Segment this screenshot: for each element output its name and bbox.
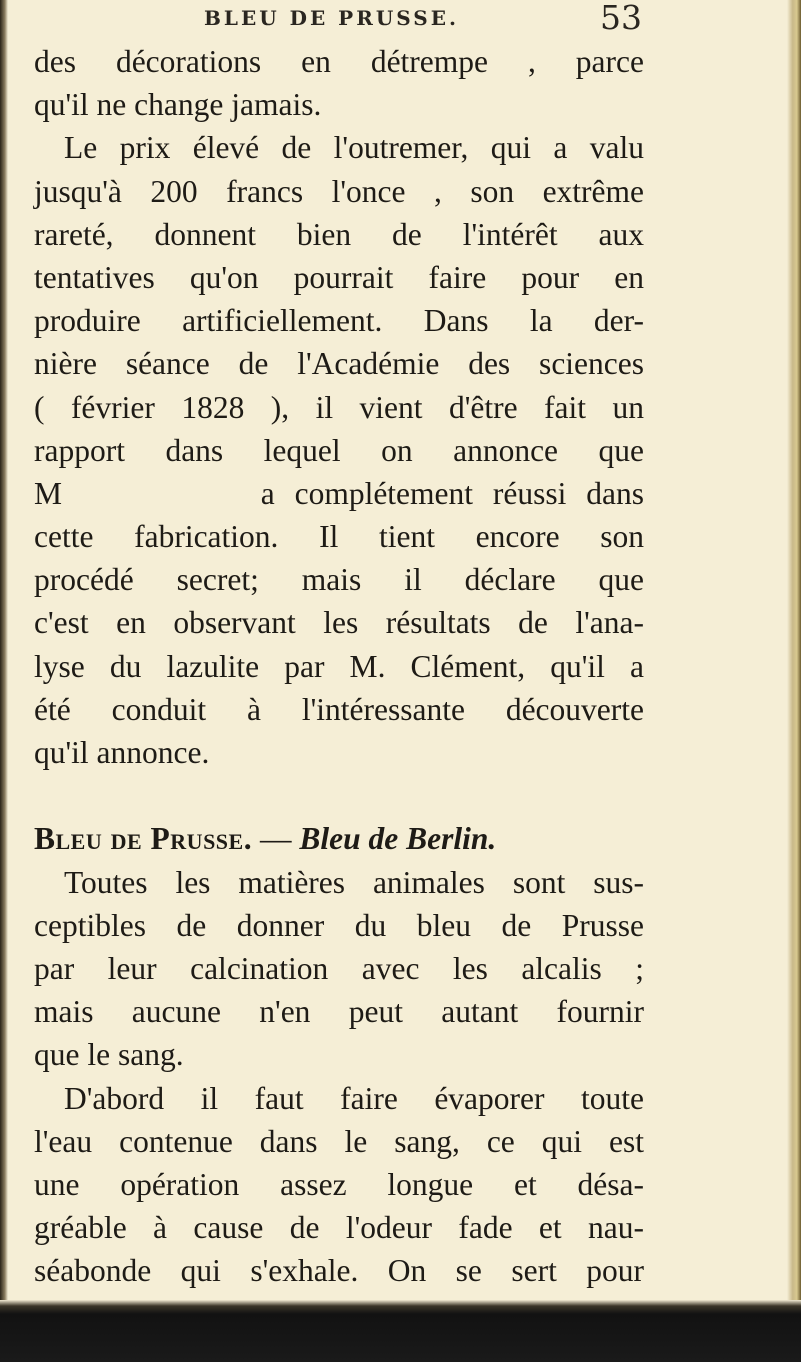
paragraph-3 [34, 861, 644, 1077]
text-line: une opération assez longue et désa- [34, 1166, 644, 1202]
text-line: par leur calcination avec les alcalis ; [34, 950, 644, 986]
paragraph-1 [34, 40, 644, 126]
text-line: lyse du lazulite par M. Clément, qu'il a [34, 648, 644, 684]
text-line: mais aucune n'en peut autant fournir [34, 994, 644, 1030]
text-line: cette fabrication. Il tient encore son [34, 519, 644, 555]
page-left-edge [0, 0, 8, 1300]
text-line: nière séance de l'Académie des sciences [34, 346, 644, 382]
text-line: jusqu'à 200 francs l'once , son extrême [34, 173, 644, 209]
text-line: Le prix élevé de l'outremer, qui a valu [64, 130, 644, 166]
text-line: ( février 1828 ), il vient d'être fait un [34, 389, 644, 425]
page-header [0, 2, 801, 36]
text-line: ceptibles de donner du bleu de Prusse [34, 907, 644, 943]
section-heading [34, 817, 644, 860]
text-line: des décorations en détrempe , parce [34, 44, 644, 79]
page-number: 53 [600, 0, 642, 37]
text-line: c'est en observant les résultats de l'ana- [34, 605, 644, 641]
section-heading-alt: Bleu de Berlin. [299, 821, 497, 857]
section-heading-dash: — [252, 821, 300, 857]
text-line: rareté, donnent bien de l'intérêt aux [34, 216, 644, 252]
text-line: qu'il annonce. [34, 735, 210, 770]
section-heading-main: Bleu de Prusse. [34, 821, 253, 857]
text-line: été conduit à l'intéressante découverte [34, 691, 644, 727]
page-right-edge [787, 0, 801, 1300]
text-line: séabonde qui s'exhale. On se sert pour [34, 1253, 644, 1289]
text-line: l'eau contenue dans le sang, ce qui est [34, 1123, 644, 1159]
paragraph-2 [34, 126, 644, 774]
text-line: produire artificiellement. Dans la der- [34, 303, 644, 339]
text-line: D'abord il faut faire évaporer toute [64, 1080, 644, 1116]
text-line: tentatives qu'on pourrait faire pour en [34, 259, 644, 295]
text-line: qu'il ne change jamais. [34, 87, 322, 123]
text-line: que le sang. [34, 1037, 184, 1073]
running-head: BLEU DE PRUSSE. [204, 6, 459, 30]
paragraph-4 [34, 1077, 644, 1293]
body-text [34, 40, 644, 1292]
text-line: Toutes les matières animales sont sus- [64, 864, 644, 900]
text-line: procédé secret; mais il déclare que [34, 562, 644, 598]
text-line: gréable à cause de l'odeur fade et nau- [34, 1210, 644, 1246]
text-line: rapport dans lequel on annonce que [34, 432, 644, 468]
text-line: M a complétement réussi dans [34, 475, 644, 511]
scan-bottom-edge [0, 1300, 801, 1362]
